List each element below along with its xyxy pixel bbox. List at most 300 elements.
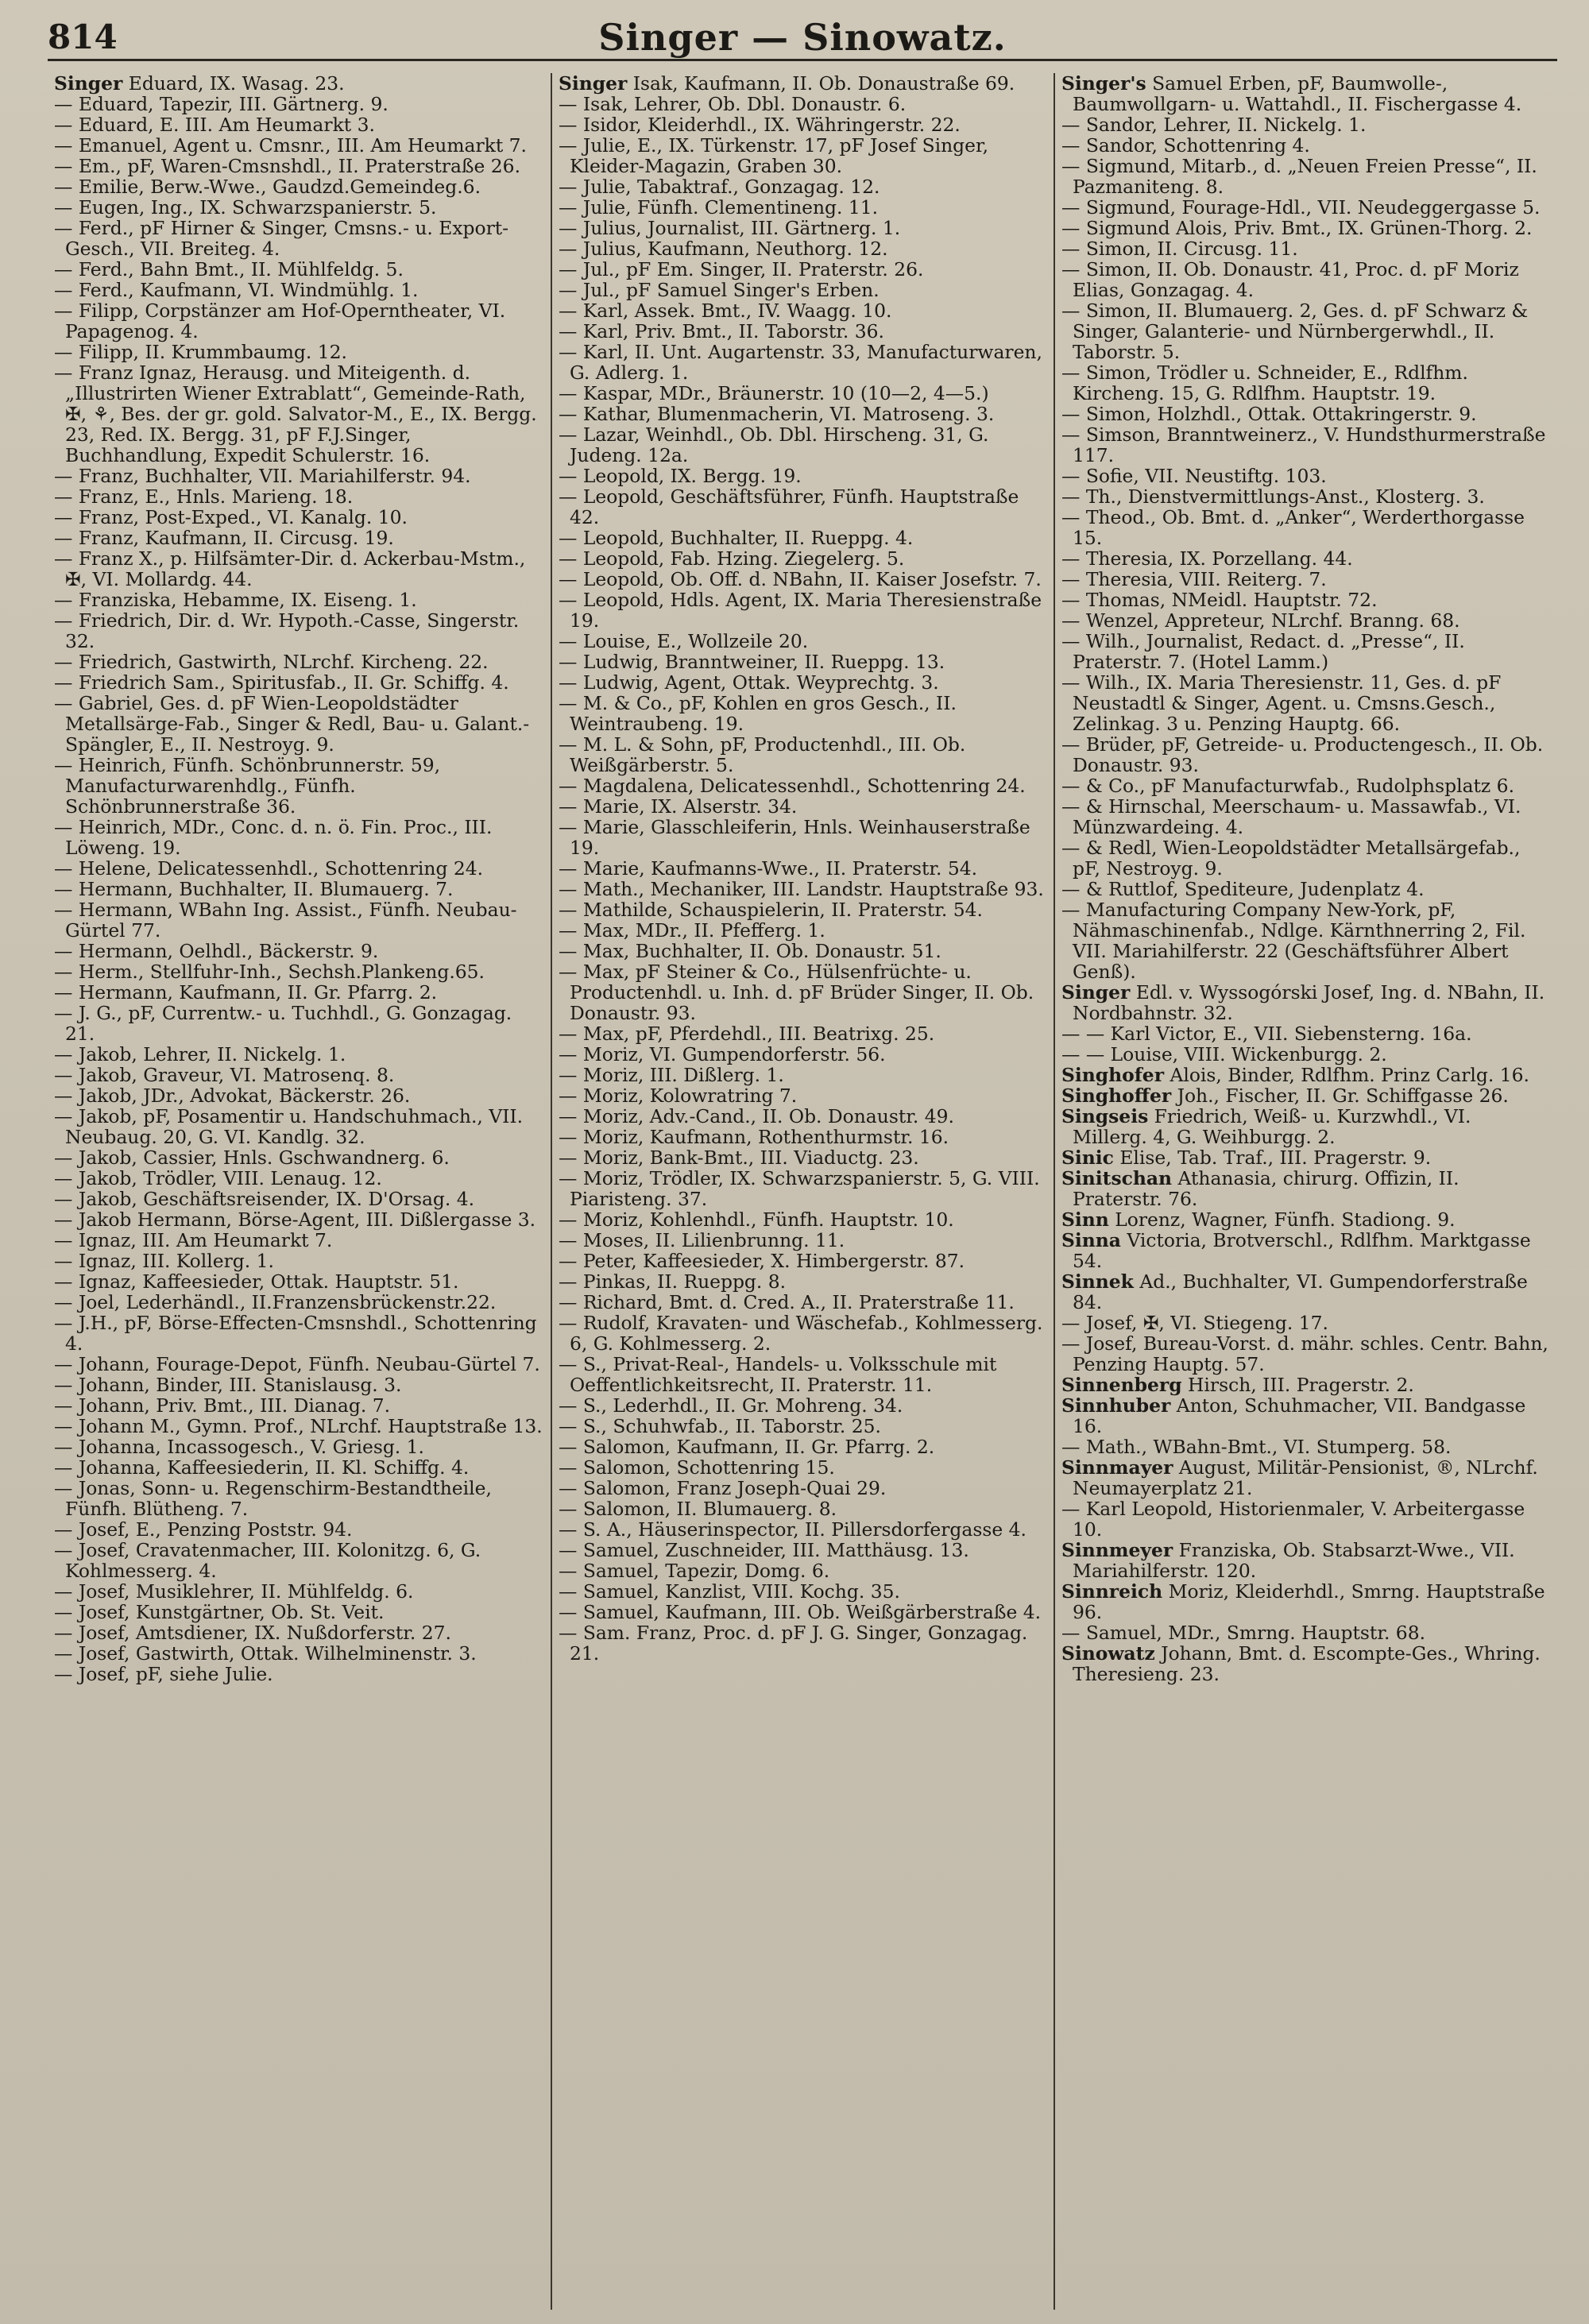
entry-text: — Josef, Bureau-Vorst. d. mähr. schles. Centr. Bahn, Penzing Hauptg. 57. — [1061, 1332, 1548, 1375]
entry-text: — Julie, E., IX. Türkenstr. 17, pF Josef Singer, Kleider-Magazin, Graben 30. — [559, 134, 988, 177]
entry-text: — Salomon, Schottenring 15. — [559, 1456, 835, 1479]
entry-surname: Sinnhuber — [1061, 1394, 1171, 1417]
entry-text: — Jakob, Lehrer, II. Nickelg. 1. — [54, 1043, 346, 1065]
directory-entry — [1061, 156, 1548, 197]
directory-entry — [1061, 362, 1548, 404]
column-left — [48, 73, 551, 2310]
entry-text: — Leopold, Geschäftsführer, Fünfh. Hauptstraße 42. — [559, 485, 1019, 528]
directory-entry — [54, 1664, 543, 1684]
directory-entry — [559, 858, 1046, 879]
directory-entry — [1061, 590, 1548, 610]
directory-entry — [559, 300, 1046, 321]
entry-text: — Leopold, IX. Bergg. 19. — [559, 465, 802, 487]
directory-entry — [1061, 610, 1548, 631]
directory-entry — [54, 961, 543, 982]
directory-entry — [1061, 1581, 1548, 1622]
entry-surname: Singer — [1061, 981, 1131, 1003]
entry-text: — Franz, Kaufmann, II. Circusg. 19. — [54, 527, 394, 549]
entry-text: — Heinrich, Fünfh. Schönbrunnerstr. 59, Manufacturwarenhdlg., Fünfh. Schönbrunnerstraße 36. — [54, 754, 441, 818]
directory-entry — [54, 1209, 543, 1230]
entry-text: — Karl Leopold, Historienmaler, V. Arbeitergasse 10. — [1061, 1498, 1525, 1541]
entry-surname: Singhofer — [1061, 1064, 1165, 1086]
entry-surname: Sinitschan — [1061, 1167, 1173, 1189]
entry-text: Athanasia, chirurg. Offizin, II. Praterstr. 76. — [1073, 1167, 1459, 1210]
directory-entry — [54, 176, 543, 197]
entry-text: — Julie, Fünfh. Clementineng. 11. — [559, 196, 879, 218]
directory-entry — [559, 114, 1046, 135]
directory-entry — [1061, 631, 1548, 672]
directory-entry — [559, 466, 1046, 486]
directory-entry — [54, 94, 543, 114]
directory-entry — [54, 1168, 543, 1189]
directory-entry — [559, 1478, 1046, 1498]
directory-entry — [54, 1189, 543, 1209]
entry-text: — Moriz, Adv.-Cand., II. Ob. Donaustr. 49. — [559, 1105, 954, 1127]
entry-text: — Pinkas, II. Rueppg. 8. — [559, 1270, 787, 1293]
entry-text: — Josef, E., Penzing Poststr. 94. — [54, 1518, 353, 1541]
entry-text: — S., Lederhdl., II. Gr. Mohreng. 34. — [559, 1394, 903, 1417]
entry-text: — Salomon, II. Blumauerg. 8. — [559, 1498, 837, 1520]
directory-entry — [54, 1375, 543, 1395]
directory-entry — [1061, 1375, 1548, 1395]
directory-entry — [54, 300, 543, 342]
entry-text: — Friedrich Sam., Spiritusfab., II. Gr. Schiffg. 4. — [54, 671, 509, 694]
entry-text: — Moriz, III. Dißlerg. 1. — [559, 1064, 784, 1086]
directory-entry — [54, 1147, 543, 1168]
directory-entry — [559, 693, 1046, 734]
directory-entry — [559, 1023, 1046, 1044]
directory-entry — [54, 1271, 543, 1292]
directory-entry — [1061, 1085, 1548, 1106]
entry-text: — Wilh., IX. Maria Theresienstr. 11, Ges. d. pF Neustadtl & Singer, Agent. u. Cmsns.Gesch., Zelinkag. 3 u. Penzing Hauptg. 66. — [1061, 671, 1502, 735]
entry-text: — M. L. & Sohn, pF, Productenhdl., III. Ob. Weißgärberstr. 5. — [559, 733, 966, 776]
entry-surname: Sinnmeyer — [1061, 1539, 1173, 1561]
entry-text: — & Redl, Wien-Leopoldstädter Metallsärgefab., pF, Nestroyg. 9. — [1061, 837, 1521, 880]
entry-text: — Franz, Buchhalter, VII. Mariahilferstr. 94. — [54, 465, 471, 487]
directory-entry — [559, 280, 1046, 300]
directory-entry — [54, 1457, 543, 1478]
directory-entry — [54, 1230, 543, 1251]
entry-text: — Manufacturing Company New-York, pF, Nähmaschinenfab., Ndlge. Kärnthnerring 2, Fil. VII. Mariahilferstr. 22 (Geschäftsführer Albert Genß). — [1061, 899, 1526, 983]
directory-entry — [559, 135, 1046, 176]
directory-entry — [54, 259, 543, 280]
entry-surname: Singer — [54, 73, 123, 95]
directory-entry — [559, 1106, 1046, 1127]
directory-entry — [54, 879, 543, 899]
entry-text: — J.H., pF, Börse-Effecten-Cmsnshdl., Schottenring 4. — [54, 1312, 537, 1355]
directory-entry — [559, 1313, 1046, 1354]
entry-text: — Hermann, Kaufmann, II. Gr. Pfarrg. 2. — [54, 981, 438, 1003]
entry-surname: Singer — [559, 73, 628, 95]
entry-text: — Sigmund, Mitarb., d. „Neuen Freien Presse“, II. Pazmaniteng. 8. — [1061, 155, 1537, 198]
entry-text: — Jakob, pF, Posamentir u. Handschuhmach., VII. Neubaug. 20, G. VI. Kandlg. 32. — [54, 1105, 524, 1148]
entry-text: — Ludwig, Agent, Ottak. Weyprechtg. 3. — [559, 671, 939, 694]
entry-text: — Richard, Bmt. d. Cred. A., II. Praterstraße 11. — [559, 1291, 1015, 1313]
entry-text: Lorenz, Wagner, Fünfh. Stadiong. 9. — [1108, 1208, 1456, 1231]
entry-text: — & Co., pF Manufacturwfab., Rudolphsplatz 6. — [1061, 775, 1514, 797]
directory-entry — [559, 1147, 1046, 1168]
directory-entry — [54, 114, 543, 135]
directory-entry — [559, 879, 1046, 899]
directory-entry — [54, 1044, 543, 1065]
directory-entry — [559, 1395, 1046, 1416]
directory-entry — [559, 238, 1046, 259]
entry-text: — S. A., Häuserinspector, II. Pillersdorfergasse 4. — [559, 1518, 1026, 1541]
directory-entry — [54, 982, 543, 1003]
directory-entry — [559, 631, 1046, 652]
directory-entry — [1061, 466, 1548, 486]
directory-entry — [559, 1602, 1046, 1622]
entry-text: — Heinrich, MDr., Conc. d. n. ö. Fin. Proc., III. Löweng. 19. — [54, 816, 493, 859]
entry-text: — Em., pF, Waren-Cmsnshdl., II. Praterstraße 26. — [54, 155, 521, 177]
entry-text: — Moriz, Trödler, IX. Schwarzspanierstr. 5, G. VIII. Piaristeng. 37. — [559, 1167, 1040, 1210]
directory-entry — [559, 1519, 1046, 1540]
entry-text: — Friedrich, Dir. d. Wr. Hypoth.-Casse, Singerstr. 32. — [54, 609, 520, 652]
entry-surname: Singhoffer — [1061, 1085, 1172, 1107]
entry-text: — Jakob Hermann, Börse-Agent, III. Dißlergasse 3. — [54, 1208, 536, 1231]
entry-text: — Karl, Assek. Bmt., IV. Waagg. 10. — [559, 300, 892, 322]
directory-entry — [1061, 837, 1548, 879]
entry-text: — — Louise, VIII. Wickenburgg. 2. — [1061, 1043, 1387, 1065]
directory-entry — [54, 1251, 543, 1271]
directory-entry — [1061, 486, 1548, 507]
directory-entry — [54, 652, 543, 672]
directory-entry — [559, 775, 1046, 796]
directory-entry — [559, 1292, 1046, 1313]
directory-entry — [1061, 734, 1548, 775]
entry-text: — Simon, Trödler u. Schneider, E., Rdlfhm. Kircheng. 15, G. Rdlfhm. Hauptstr. 19. — [1061, 362, 1468, 404]
entry-text: — Samuel, Zuschneider, III. Matthäusg. 13. — [559, 1539, 969, 1561]
directory-entry — [54, 528, 543, 548]
entry-text: — Josef, ✠, VI. Stiegeng. 17. — [1061, 1312, 1328, 1334]
entry-text: — — Karl Victor, E., VII. Siebensterng. 16a. — [1061, 1023, 1472, 1045]
entry-text: Joh., Fischer, II. Gr. Schiffgasse 26. — [1171, 1085, 1509, 1107]
directory-entry — [559, 1457, 1046, 1478]
directory-entry — [54, 1085, 543, 1106]
entry-text: Victoria, Brotverschl., Rdlfhm. Marktgasse 54. — [1073, 1229, 1531, 1272]
entry-text: — Joel, Lederhändl., II.Franzensbrückenstr.22. — [54, 1291, 497, 1313]
entry-text: — Filipp, Corpstänzer am Hof-Operntheater, VI. Papagenog. 4. — [54, 300, 506, 342]
directory-entry — [1061, 775, 1548, 796]
entry-text: — Moriz, Bank-Bmt., III. Viaductg. 23. — [559, 1147, 919, 1169]
entry-surname: Sinnmayer — [1061, 1456, 1173, 1479]
entry-text: — Moriz, Kolowratring 7. — [559, 1085, 798, 1107]
entry-text: — Johann, Binder, III. Stanislausg. 3. — [54, 1374, 402, 1396]
directory-entry — [54, 1106, 543, 1147]
entry-text: — Julius, Kaufmann, Neuthorg. 12. — [559, 238, 888, 260]
entry-text: — Magdalena, Delicatessenhdl., Schottenring 24. — [559, 775, 1026, 797]
directory-entry — [54, 1354, 543, 1375]
directory-entry — [54, 362, 543, 466]
directory-entry — [559, 383, 1046, 404]
entry-text: — Eduard, E. III. Am Heumarkt 3. — [54, 114, 375, 136]
entry-text: — Kaspar, MDr., Bräunerstr. 10 (10—2, 4—5.) — [559, 382, 989, 404]
directory-entry — [559, 73, 1046, 94]
entry-text: — Josef, Amtsdiener, IX. Nußdorferstr. 27. — [54, 1622, 451, 1644]
directory-entry — [559, 197, 1046, 218]
directory-entry — [54, 1478, 543, 1519]
directory-entry — [1061, 197, 1548, 218]
directory-entry — [559, 486, 1046, 528]
directory-entry — [559, 590, 1046, 631]
directory-entry — [1061, 569, 1548, 590]
directory-entry — [1061, 114, 1548, 135]
directory-entry — [54, 1313, 543, 1354]
directory-entry — [54, 1581, 543, 1602]
directory-entry — [54, 197, 543, 218]
directory-entry — [559, 321, 1046, 342]
entry-text: — Max, Buchhalter, II. Ob. Donaustr. 51. — [559, 940, 941, 962]
entry-text: — Sofie, VII. Neustiftg. 103. — [1061, 465, 1327, 487]
directory-entry — [54, 590, 543, 610]
directory-entry — [559, 1540, 1046, 1560]
directory-entry — [54, 486, 543, 507]
entry-text: — Jakob, Trödler, VIII. Lenaug. 12. — [54, 1167, 382, 1189]
entry-surname: Singseis — [1061, 1105, 1149, 1127]
entry-text: — Max, pF, Pferdehdl., III. Beatrixg. 25. — [559, 1023, 935, 1045]
entry-text: — Ignaz, Kaffeesieder, Ottak. Hauptstr. 51. — [54, 1270, 459, 1293]
directory-entry — [54, 817, 543, 858]
entry-text: — Eugen, Ing., IX. Schwarzspanierstr. 5. — [54, 196, 437, 218]
entry-text: — Josef, Kunstgärtner, Ob. St. Veit. — [54, 1601, 385, 1623]
entry-text: — Simon, II. Circusg. 11. — [1061, 238, 1298, 260]
entry-text: Elise, Tab. Traf., III. Pragerstr. 9. — [1113, 1147, 1432, 1169]
directory-entry — [559, 1416, 1046, 1437]
directory-entry — [559, 1271, 1046, 1292]
directory-entry — [559, 1127, 1046, 1147]
directory-entry — [559, 920, 1046, 941]
entry-text: — Salomon, Franz Joseph-Quai 29. — [559, 1477, 887, 1499]
entry-text: — Marie, Glasschleiferin, Hnls. Weinhauserstraße 19. — [559, 816, 1030, 859]
entry-surname: Singer's — [1061, 73, 1146, 95]
entry-text: — Eduard, Tapezir, III. Gärtnerg. 9. — [54, 93, 389, 115]
entry-text: — Franz X., p. Hilfsämter-Dir. d. Ackerbau-Mstm., ✠, VI. Mollardg. 44. — [54, 547, 526, 590]
directory-entry — [559, 899, 1046, 920]
directory-entry — [559, 1560, 1046, 1581]
entry-surname: Sinnek — [1061, 1270, 1134, 1293]
entry-text: — Leopold, Ob. Off. d. NBahn, II. Kaiser Josefstr. 7. — [559, 568, 1042, 590]
directory-entry — [1061, 1271, 1548, 1313]
directory-entry — [559, 1168, 1046, 1209]
entry-text: — Lazar, Weinhdl., Ob. Dbl. Hirscheng. 31, G. Judeng. 12a. — [559, 423, 989, 466]
entry-text: — Leopold, Hdls. Agent, IX. Maria Theresienstraße 19. — [559, 589, 1042, 632]
entry-text: — Josef, Cravatenmacher, III. Kolonitzg. 6, G. Kohlmesserg. 4. — [54, 1539, 481, 1582]
entry-text: — Ferd., Kaufmann, VI. Windmühlg. 1. — [54, 279, 419, 301]
directory-entry — [1061, 879, 1548, 899]
directory-entry — [559, 1354, 1046, 1395]
directory-entry — [54, 610, 543, 652]
entry-text: — Hermann, WBahn Ing. Assist., Fünfh. Neubau-Gürtel 77. — [54, 899, 517, 942]
entry-text: — Marie, IX. Alserstr. 34. — [559, 795, 798, 818]
directory-entry — [54, 693, 543, 755]
directory-entry — [54, 1292, 543, 1313]
entry-text: Ad., Buchhalter, VI. Gumpendorferstraße 84. — [1073, 1270, 1528, 1313]
directory-entry — [1061, 1065, 1548, 1085]
entry-text: Eduard, IX. Wasag. 23. — [122, 73, 345, 95]
entry-text: — Franziska, Hebamme, IX. Eiseng. 1. — [54, 589, 417, 611]
directory-entry — [54, 941, 543, 961]
directory-entry — [559, 941, 1046, 961]
column-right — [1054, 73, 1556, 2310]
entry-text: Anton, Schuhmacher, VII. Bandgasse 16. — [1073, 1394, 1526, 1437]
directory-entry — [1061, 73, 1548, 114]
entry-text: — Leopold, Fab. Hzing. Ziegelerg. 5. — [559, 547, 905, 570]
directory-entry — [54, 1519, 543, 1540]
entry-text: — Simon, Holzhdl., Ottak. Ottakringerstr. 9. — [1061, 403, 1477, 425]
entry-text: — Louise, E., Wollzeile 20. — [559, 630, 809, 652]
directory-entry — [54, 1416, 543, 1437]
entry-text: — Josef, pF, siehe Julie. — [54, 1663, 273, 1685]
directory-entry — [559, 961, 1046, 1023]
entry-text: — Sandor, Lehrer, II. Nickelg. 1. — [1061, 114, 1367, 136]
directory-entry — [1061, 1209, 1548, 1230]
directory-entry — [54, 899, 543, 941]
directory-entry — [1061, 1498, 1548, 1540]
directory-entry — [559, 424, 1046, 466]
column-middle — [551, 73, 1054, 2310]
directory-entry — [559, 1622, 1046, 1664]
directory-entry — [559, 796, 1046, 817]
entry-text: — Peter, Kaffeesieder, X. Himbergerstr. 87. — [559, 1250, 965, 1272]
directory-entry — [559, 817, 1046, 858]
entry-text: — & Ruttlof, Spediteure, Judenplatz 4. — [1061, 878, 1425, 900]
entry-text: — Moses, II. Lilienbrunng. 11. — [559, 1229, 845, 1251]
directory-entry — [559, 1085, 1046, 1106]
entry-text: — Karl, Priv. Bmt., II. Taborstr. 36. — [559, 320, 884, 342]
entry-text: — Sigmund Alois, Priv. Bmt., IX. Grünen-Thorg. 2. — [1061, 217, 1533, 239]
entry-text: — Max, MDr., II. Pfefferg. 1. — [559, 919, 825, 942]
directory-entry — [54, 156, 543, 176]
directory-entry — [559, 176, 1046, 197]
directory-entry — [1061, 1540, 1548, 1581]
directory-entry — [54, 755, 543, 817]
entry-text: — Kathar, Blumenmacherin, VI. Matroseng. 3. — [559, 403, 995, 425]
entry-text: — Simon, II. Blumauerg. 2, Ges. d. pF Schwarz & Singer, Galanterie- und Nürnbergerwhdl., II. Taborstr. 5. — [1061, 300, 1529, 363]
entry-text: — Samuel, Kanzlist, VIII. Kochg. 35. — [559, 1580, 900, 1603]
entry-text: — Jul., pF Samuel Singer's Erben. — [559, 279, 880, 301]
entry-text: — Emilie, Berw.-Wwe., Gaudzd.Gemeindeg.6. — [54, 176, 481, 198]
directory-entry — [1061, 796, 1548, 837]
directory-entry — [1061, 1044, 1548, 1065]
directory-entry — [559, 342, 1046, 383]
entry-text: — Gabriel, Ges. d. pF Wien-Leopoldstädter Metallsärge-Fab., Singer & Redl, Bau- u. Galant.-Spängler, E., II. Nestroyg. 9. — [54, 692, 530, 756]
entry-text: Moriz, Kleiderhdl., Smrng. Hauptstraße 96. — [1073, 1580, 1545, 1623]
page-number: 814 — [48, 17, 118, 56]
entry-text: — Hermann, Oelhdl., Bäckerstr. 9. — [54, 940, 379, 962]
entry-surname: Sinn — [1061, 1208, 1109, 1231]
entry-text: — Brüder, pF, Getreide- u. Productengesch., II. Ob. Donaustr. 93. — [1061, 733, 1544, 776]
entry-surname: Sinnenberg — [1061, 1374, 1182, 1396]
entry-text: — Moriz, Kaufmann, Rothenthurmstr. 16. — [559, 1126, 949, 1148]
directory-entry — [559, 528, 1046, 548]
entry-text: — Ferd., pF Hirner & Singer, Cmsns.- u. Export-Gesch., VII. Breiteg. 4. — [54, 217, 509, 260]
directory-entry — [559, 218, 1046, 238]
directory-entry — [1061, 1457, 1548, 1498]
entry-text: — Thomas, NMeidl. Hauptstr. 72. — [1061, 589, 1378, 611]
entry-text: — Jakob, JDr., Advokat, Bäckerstr. 26. — [54, 1085, 411, 1107]
entry-text: — Samuel, Kaufmann, III. Ob. Weißgärberstraße 4. — [559, 1601, 1042, 1623]
entry-text: — Johanna, Incassogesch., V. Griesg. 1. — [54, 1436, 424, 1458]
entry-text: — Friedrich, Gastwirth, NLrchf. Kircheng. 22. — [54, 651, 489, 673]
entry-text: — Emanuel, Agent u. Cmsnr., III. Am Heumarkt 7. — [54, 134, 527, 157]
entry-text: — Sigmund, Fourage-Hdl., VII. Neudeggergasse 5. — [1061, 196, 1541, 218]
entry-text: — Ignaz, III. Am Heumarkt 7. — [54, 1229, 333, 1251]
entry-text: — Julie, Tabaktraf., Gonzagag. 12. — [559, 176, 880, 198]
directory-entry — [559, 652, 1046, 672]
directory-entry — [1061, 982, 1548, 1023]
entry-text: — Moriz, VI. Gumpendorferstr. 56. — [559, 1043, 886, 1065]
directory-entry — [559, 1251, 1046, 1271]
entry-text: — Jul., pF Em. Singer, II. Praterstr. 26. — [559, 258, 924, 280]
directory-entry — [559, 1065, 1046, 1085]
directory-entry — [1061, 218, 1548, 238]
entry-text: — Samuel, Tapezir, Domg. 6. — [559, 1560, 830, 1582]
entry-text: August, Militär-Pensionist, ®, NLrchf. Neumayerplatz 21. — [1073, 1456, 1538, 1499]
entry-text: — S., Privat-Real-, Handels- u. Volksschule mit Oeffentlichkeitsrecht, II. Praterstr. 11. — [559, 1353, 997, 1396]
entry-text: — Josef, Gastwirth, Ottak. Wilhelminenstr. 3. — [54, 1642, 477, 1665]
entry-surname: Sinna — [1061, 1229, 1121, 1251]
entry-text: — Franz Ignaz, Herausg. und Miteigenth. d. „Illustrirten Wiener Extrablatt“, Gemeinde-Rath, ✠, ⚘, Bes. der gr. gold. Salvator-M., E., IX. Bergg. 23, Red. IX. Bergg. 31, pF F.J.Singer, Buchhandlung, Expedit Schulerstr. 16. — [54, 362, 537, 466]
entry-text: — Leopold, Buchhalter, II. Rueppg. 4. — [559, 527, 914, 549]
directory-entry — [54, 1622, 543, 1643]
directory-entry — [559, 94, 1046, 114]
entry-text: — Sandor, Schottenring 4. — [1061, 134, 1310, 157]
entry-text: — Julius, Journalist, III. Gärtnerg. 1. — [559, 217, 901, 239]
entry-text: — Isidor, Kleiderhdl., IX. Währingerstr. 22. — [559, 114, 961, 136]
entry-text: — Johanna, Kaffeesiederin, II. Kl. Schiffg. 4. — [54, 1456, 470, 1479]
directory-entry — [54, 1602, 543, 1622]
directory-entry — [1061, 135, 1548, 156]
entry-text: — S., Schuhwfab., II. Taborstr. 25. — [559, 1415, 881, 1437]
entry-surname: Sinic — [1061, 1147, 1114, 1169]
entry-text: — Wilh., Journalist, Redact. d. „Presse“, II. Praterstr. 7. (Hotel Lamm.) — [1061, 630, 1465, 673]
entry-text: — Jakob, Graveur, VI. Matrosenq. 8. — [54, 1064, 395, 1086]
entry-text: — Herm., Stellfuhr-Inh., Sechsh.Plankeng.65. — [54, 961, 485, 983]
entry-text: — Max, pF Steiner & Co., Hülsenfrüchte- u. Productenhdl. u. Inh. d. pF Brüder Singer, II. Ob. Donaustr. 93. — [559, 961, 1034, 1024]
directory-entry — [54, 135, 543, 156]
directory-entry — [1061, 1643, 1548, 1684]
directory-entry — [559, 404, 1046, 424]
entry-text: — Jakob, Geschäftsreisender, IX. D'Orsag. 4. — [54, 1188, 475, 1210]
entry-text: — Samuel, MDr., Smrng. Hauptstr. 68. — [1061, 1622, 1426, 1644]
directory-entry — [559, 1581, 1046, 1602]
entry-text: — Simon, II. Ob. Donaustr. 41, Proc. d. pF Moriz Elias, Gonzagag. 4. — [1061, 258, 1519, 301]
entry-text: Alois, Binder, Rdlfhm. Prinz Carlg. 16. — [1164, 1064, 1529, 1086]
directory-entry — [559, 734, 1046, 775]
entry-text: — Theresia, IX. Porzellang. 44. — [1061, 547, 1353, 570]
directory-entry — [1061, 259, 1548, 300]
directory-entry — [559, 259, 1046, 280]
directory-entry — [1061, 404, 1548, 424]
directory-entry — [1061, 1395, 1548, 1437]
directory-entry — [1061, 899, 1548, 982]
directory-entry — [54, 1065, 543, 1085]
directory-columns — [48, 73, 1557, 2310]
entry-text: — Th., Dienstvermittlungs-Anst., Klosterg. 3. — [1061, 485, 1485, 508]
entry-text: Samuel Erben, pF, Baumwolle-, Baumwollgarn- u. Wattahdl., II. Fischergasse 4. — [1073, 73, 1522, 115]
entry-text: — Marie, Kaufmanns-Wwe., II. Praterstr. 54. — [559, 857, 978, 880]
directory-entry — [1061, 672, 1548, 734]
directory-entry — [1061, 1230, 1548, 1271]
entry-text: — Sam. Franz, Proc. d. pF J. G. Singer, Gonzagag. 21. — [559, 1622, 1028, 1665]
directory-entry — [1061, 1622, 1548, 1643]
entry-text: — Josef, Musiklehrer, II. Mühlfeldg. 6. — [54, 1580, 414, 1603]
entry-text: — J. G., pF, Currentw.- u. Tuchhdl., G. Gonzagag. 21. — [54, 1002, 512, 1045]
entry-text: — Isak, Lehrer, Ob. Dbl. Donaustr. 6. — [559, 93, 907, 115]
entry-text: Hirsch, III. Pragerstr. 2. — [1181, 1374, 1414, 1396]
entry-text: — Salomon, Kaufmann, II. Gr. Pfarrg. 2. — [559, 1436, 935, 1458]
directory-entry — [559, 1498, 1046, 1519]
